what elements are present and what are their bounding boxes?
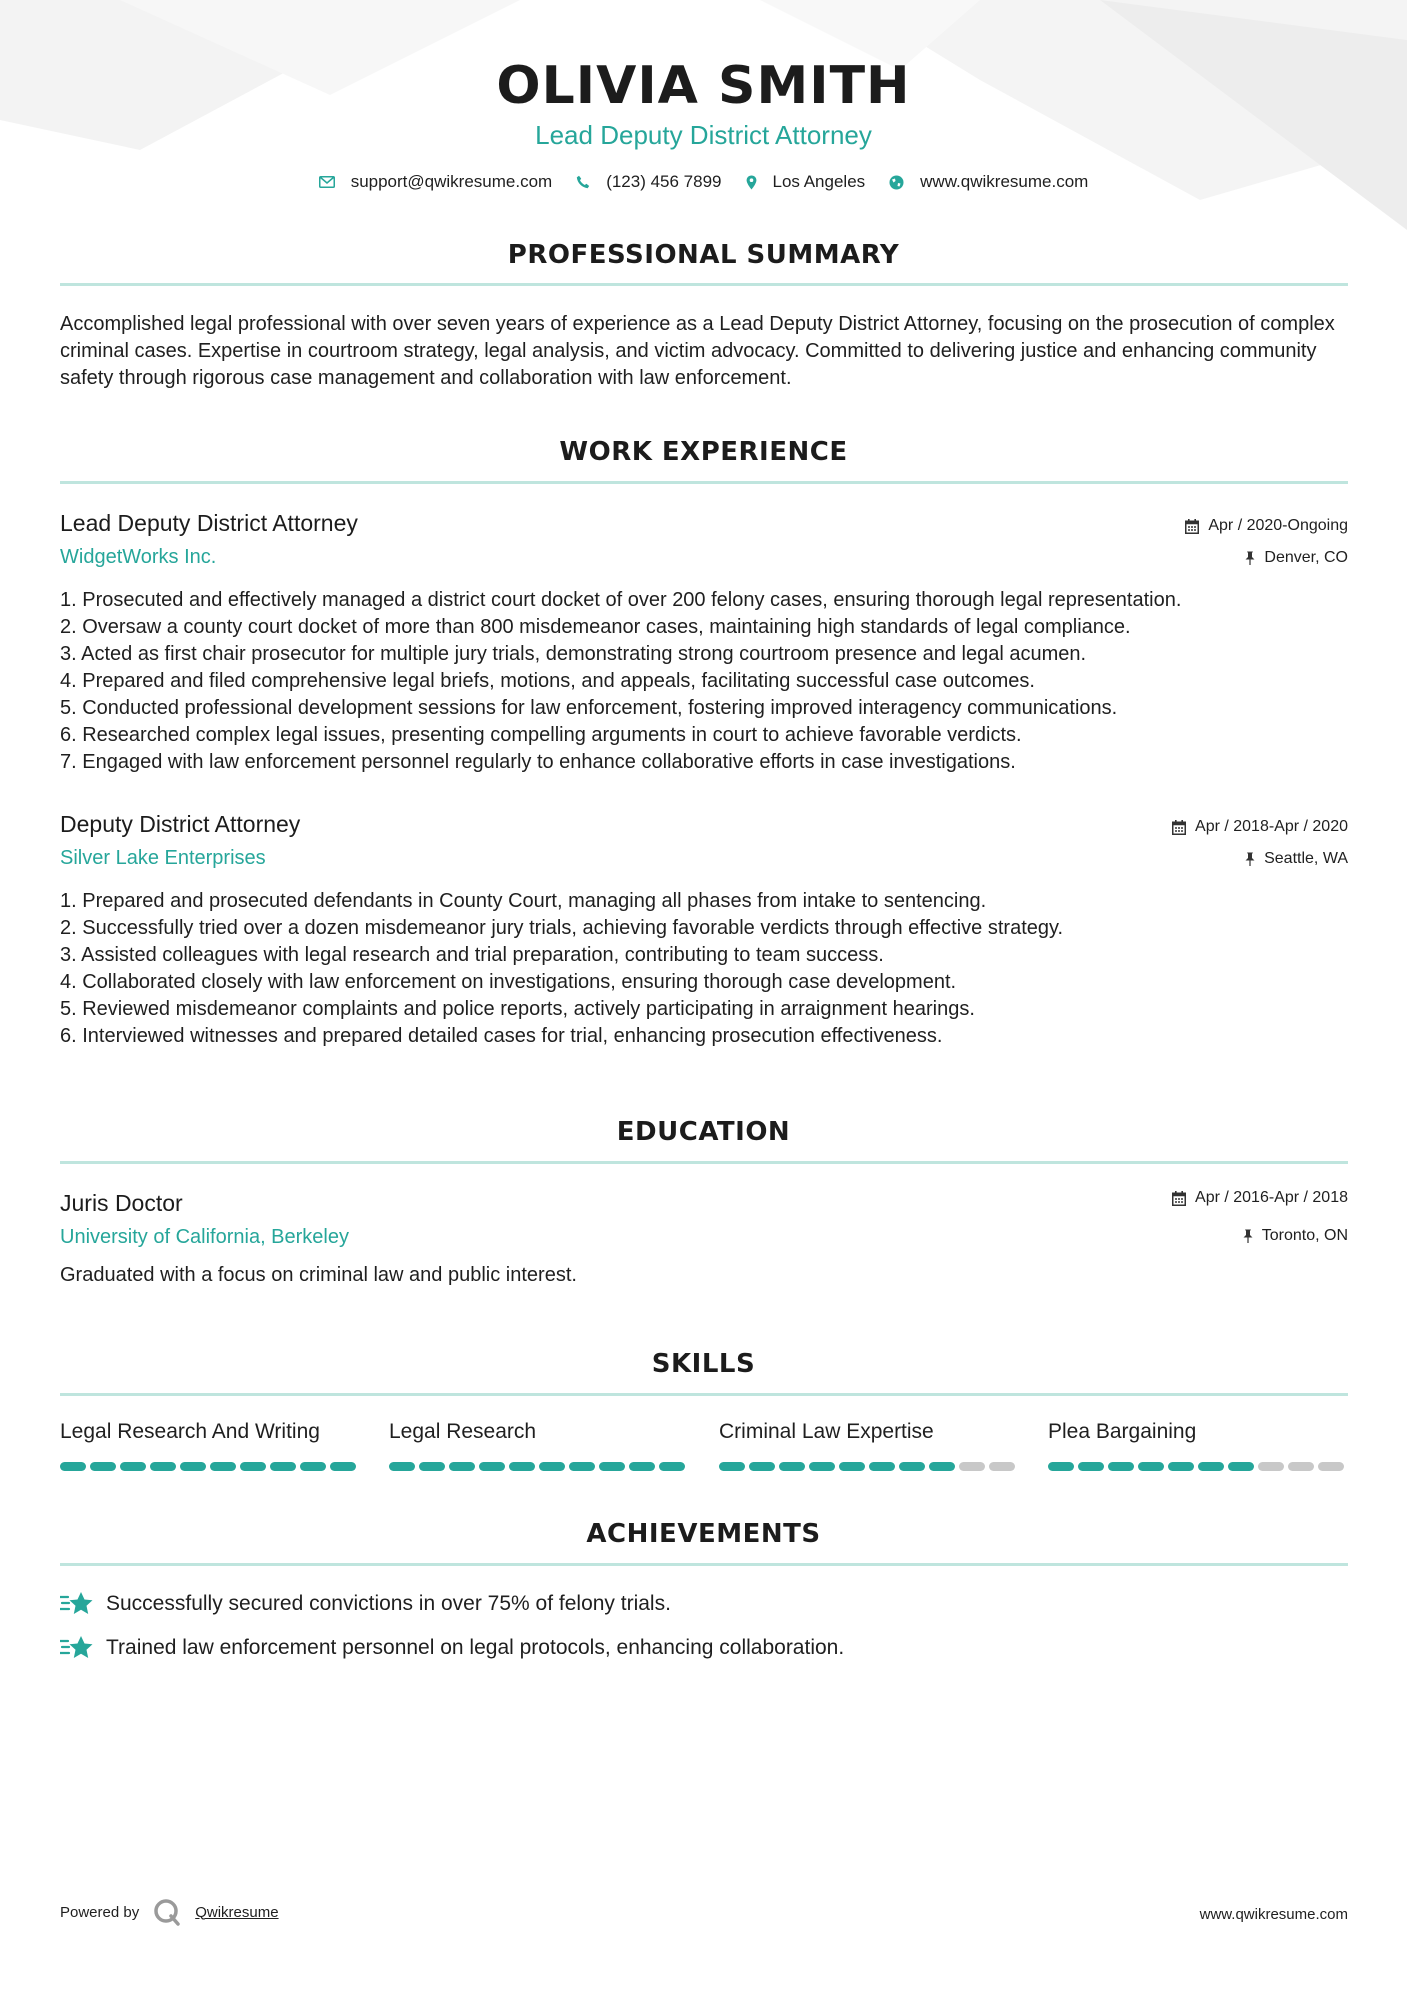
star-achievement-icon	[60, 1634, 94, 1662]
pushpin-icon	[1243, 1229, 1253, 1243]
globe-icon	[889, 175, 904, 190]
skills-divider	[60, 1393, 1348, 1396]
list-item: 7. Engaged with law enforcement personnel regularly to enhance collaborative efforts in case investigations.	[60, 751, 1016, 773]
pushpin-icon	[1245, 551, 1255, 565]
job-responsibilities	[60, 888, 1360, 1050]
skill-segment-empty	[1318, 1462, 1344, 1471]
skill-segment-filled	[1168, 1462, 1194, 1471]
achievement-item	[60, 1634, 844, 1662]
skill-segment-empty	[989, 1462, 1015, 1471]
footer-powered-by	[60, 1898, 279, 1926]
list-item: 2. Oversaw a county court docket of more than 800 misdemeanor cases, maintaining high standards of legal compliance.	[60, 616, 1131, 638]
job-company: Silver Lake Enterprises	[60, 847, 266, 869]
phone-icon	[576, 175, 590, 189]
contact-phone[interactable]	[576, 172, 721, 192]
skill-segment-filled	[1138, 1462, 1164, 1471]
achievements-divider	[60, 1563, 1348, 1566]
contact-phone-text: (123) 456 7899	[606, 172, 722, 191]
pushpin-icon	[1245, 852, 1255, 866]
education-degree: Juris Doctor	[60, 1190, 183, 1216]
education-school: University of California, Berkeley	[60, 1226, 349, 1248]
skill-item	[719, 1420, 1019, 1471]
skill-segment-filled	[599, 1462, 625, 1471]
contact-bar	[0, 172, 1407, 192]
experience-divider	[60, 481, 1348, 484]
skill-segment-empty	[1258, 1462, 1284, 1471]
skill-item	[389, 1420, 689, 1471]
list-item: 6. Interviewed witnesses and prepared detailed cases for trial, enhancing prosecution effectiveness.	[60, 1025, 943, 1047]
skill-segment-filled	[1078, 1462, 1104, 1471]
education-heading: EDUCATION	[616, 1117, 791, 1147]
skill-segment-filled	[240, 1462, 266, 1471]
map-pin-icon	[746, 175, 757, 190]
job-dates	[1172, 818, 1348, 836]
contact-location-text: Los Angeles	[772, 172, 866, 191]
summary-heading: PROFESSIONAL SUMMARY	[507, 240, 900, 270]
list-item: 5. Conducted professional development sessions for law enforcement, fostering improved interagency communications.	[60, 697, 1118, 719]
summary-text: Accomplished legal professional with over seven years of experience as a Lead Deputy District Attorney, focusing on the prosecution of complex criminal cases. Expertise in courtroom strategy, legal analysis, and victim advocacy. Committed to delivering justice and enhancing community safety through rigorous case management and collaboration with law enforcement.	[60, 313, 1335, 389]
skill-segment-filled	[389, 1462, 415, 1471]
list-item: 1. Prepared and prosecuted defendants in County Court, managing all phases from intake to sentencing.	[60, 890, 987, 912]
skill-segment-filled	[1048, 1462, 1074, 1471]
skill-segment-filled	[419, 1462, 445, 1471]
skill-level-bar	[1048, 1462, 1348, 1471]
skill-level-bar	[60, 1462, 360, 1471]
list-item: 4. Collaborated closely with law enforcement on investigations, ensuring thorough case development.	[60, 971, 957, 993]
skill-segment-filled	[659, 1462, 685, 1471]
skill-segment-filled	[1228, 1462, 1254, 1471]
achievements-heading: ACHIEVEMENTS	[586, 1519, 821, 1549]
qwikresume-logo-icon	[153, 1898, 181, 1926]
education-divider	[60, 1161, 1348, 1164]
skill-segment-filled	[449, 1462, 475, 1471]
skill-segment-filled	[1108, 1462, 1134, 1471]
candidate-name: OLIVIA SMITH	[496, 56, 911, 116]
candidate-title: Lead Deputy District Attorney	[535, 120, 872, 150]
job-dates	[1185, 517, 1348, 535]
skill-segment-filled	[749, 1462, 775, 1471]
education-location-text: Toronto, ON	[1261, 1227, 1348, 1244]
job-location-text: Seattle, WA	[1264, 850, 1348, 867]
skill-segment-filled	[629, 1462, 655, 1471]
skill-segment-filled	[210, 1462, 236, 1471]
skill-segment-filled	[539, 1462, 565, 1471]
contact-website-text: www.qwikresume.com	[920, 172, 1089, 191]
summary-divider	[60, 283, 1348, 286]
skill-segment-filled	[330, 1462, 356, 1471]
star-achievement-icon	[60, 1590, 94, 1618]
powered-by-label: Powered by	[60, 1903, 140, 1921]
skill-segment-filled	[929, 1462, 955, 1471]
job-company: WidgetWorks Inc.	[60, 546, 217, 568]
calendar-icon	[1172, 1191, 1186, 1206]
achievement-text: Successfully secured convictions in over 75% of felony trials.	[106, 1592, 671, 1615]
skill-segment-filled	[869, 1462, 895, 1471]
job-title: Lead Deputy District Attorney	[60, 510, 358, 536]
skill-segment-filled	[90, 1462, 116, 1471]
skill-name: Legal Research	[389, 1420, 537, 1443]
contact-website[interactable]	[889, 172, 1088, 192]
skill-segment-filled	[270, 1462, 296, 1471]
education-location	[1243, 1227, 1348, 1245]
list-item: 1. Prosecuted and effectively managed a district court docket of over 200 felony cases, ensuring thorough legal representation.	[60, 589, 1182, 611]
skill-segment-filled	[60, 1462, 86, 1471]
skill-segment-filled	[899, 1462, 925, 1471]
skill-segment-filled	[839, 1462, 865, 1471]
qwikresume-link[interactable]: Qwikresume	[195, 1903, 279, 1921]
skill-segment-filled	[719, 1462, 745, 1471]
education-dates	[1172, 1189, 1348, 1207]
job-title: Deputy District Attorney	[60, 811, 301, 837]
skill-segment-filled	[509, 1462, 535, 1471]
skill-segment-empty	[959, 1462, 985, 1471]
achievement-item	[60, 1590, 671, 1618]
skill-name: Legal Research And Writing	[60, 1420, 320, 1443]
calendar-icon	[1172, 820, 1186, 835]
skill-name: Criminal Law Expertise	[719, 1420, 934, 1443]
skill-segment-filled	[120, 1462, 146, 1471]
job-location	[1245, 850, 1348, 868]
skill-segment-filled	[180, 1462, 206, 1471]
envelope-icon	[319, 176, 335, 188]
list-item: 4. Prepared and filed comprehensive legal briefs, motions, and appeals, facilitating successful case outcomes.	[60, 670, 1035, 692]
list-item: 3. Assisted colleagues with legal research and trial preparation, contributing to team success.	[60, 944, 884, 966]
experience-heading: WORK EXPERIENCE	[559, 437, 848, 467]
skill-segment-filled	[1198, 1462, 1224, 1471]
skill-segment-filled	[300, 1462, 326, 1471]
contact-email[interactable]	[319, 172, 553, 192]
job-responsibilities	[60, 587, 1360, 776]
skill-level-bar	[389, 1462, 689, 1471]
calendar-icon	[1185, 519, 1199, 534]
skill-item	[60, 1420, 360, 1471]
list-item: 6. Researched complex legal issues, presenting compelling arguments in court to achieve favorable verdicts.	[60, 724, 1022, 746]
skills-heading: SKILLS	[651, 1349, 756, 1379]
list-item: 3. Acted as first chair prosecutor for multiple jury trials, demonstrating strong courtroom presence and legal acumen.	[60, 643, 1087, 665]
footer-website[interactable]: www.qwikresume.com	[1199, 1906, 1348, 1923]
job-location-text: Denver, CO	[1264, 549, 1348, 566]
skill-level-bar	[719, 1462, 1019, 1471]
skill-segment-filled	[479, 1462, 505, 1471]
job-dates-text: Apr / 2020-Ongoing	[1208, 517, 1348, 534]
skill-segment-empty	[1288, 1462, 1314, 1471]
skill-item	[1048, 1420, 1348, 1471]
skill-segment-filled	[779, 1462, 805, 1471]
list-item: 2. Successfully tried over a dozen misdemeanor jury trials, achieving favorable verdicts through effective strategy.	[60, 917, 1064, 939]
skill-segment-filled	[809, 1462, 835, 1471]
achievement-text: Trained law enforcement personnel on legal protocols, enhancing collaboration.	[106, 1636, 845, 1659]
contact-email-text: support@qwikresume.com	[350, 172, 553, 191]
skill-segment-filled	[569, 1462, 595, 1471]
education-note: Graduated with a focus on criminal law and public interest.	[60, 1264, 577, 1286]
list-item: 5. Reviewed misdemeanor complaints and police reports, actively participating in arraignment hearings.	[60, 998, 975, 1020]
job-dates-text: Apr / 2018-Apr / 2020	[1195, 818, 1348, 835]
contact-location	[746, 172, 866, 192]
skill-segment-filled	[150, 1462, 176, 1471]
education-dates-text: Apr / 2016-Apr / 2018	[1195, 1189, 1348, 1206]
job-location	[1245, 549, 1348, 567]
skill-name: Plea Bargaining	[1048, 1420, 1197, 1443]
